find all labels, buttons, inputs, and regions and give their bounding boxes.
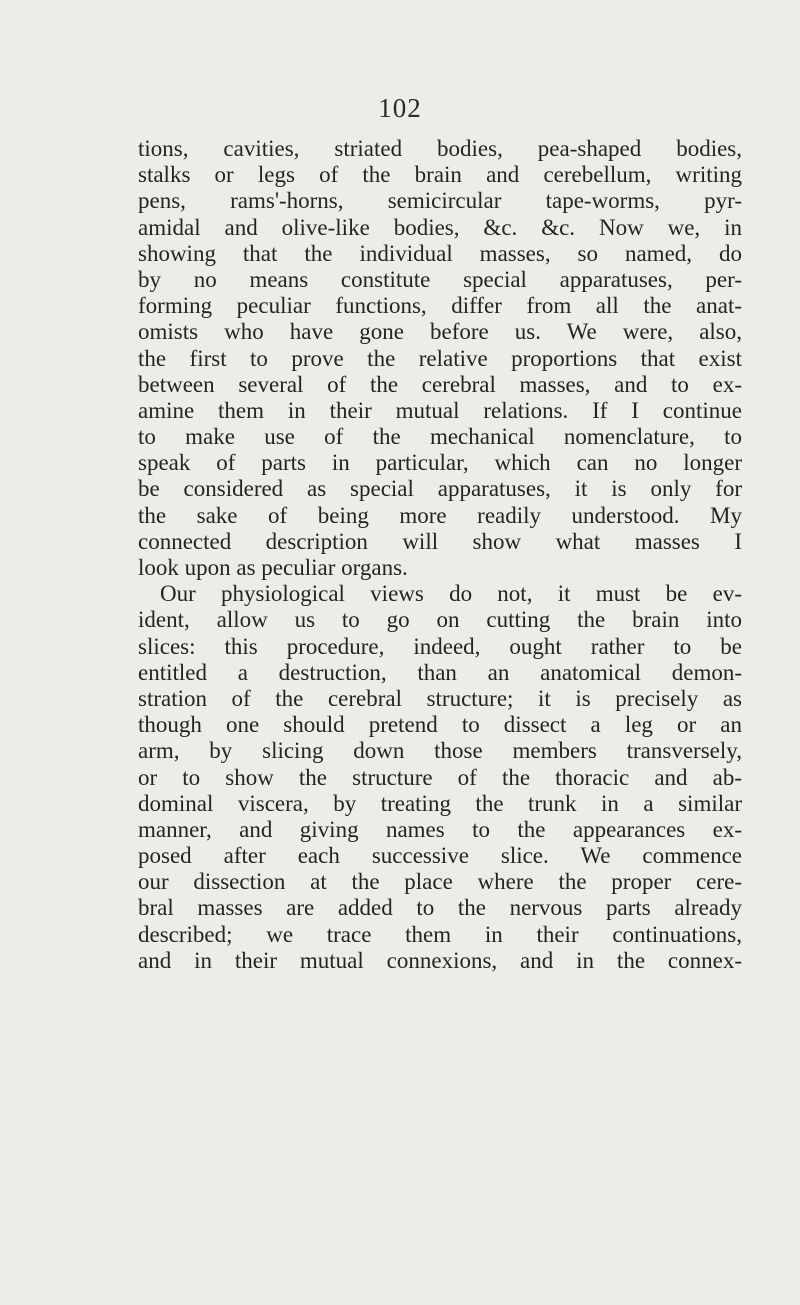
text-line: dominal viscera, by treating the trunk in a similar — [138, 790, 742, 816]
text-line: our dissection at the place where the proper cere- — [138, 869, 742, 895]
text-line: between several of the cerebral masses, and to ex- — [138, 371, 742, 397]
text-line: described; we trace them in their continuations, — [138, 921, 742, 947]
paragraph-end-line: look upon as peculiar organs. — [138, 555, 408, 580]
text-line: slices: this procedure, indeed, ought rather to be — [138, 633, 742, 659]
text-line: be considered as special apparatuses, it is only for — [138, 476, 742, 502]
text-line: stration of the cerebral structure; it is precisely as — [138, 685, 742, 711]
text-line: bral masses are added to the nervous parts already — [138, 895, 742, 921]
text-line: ident, allow us to go on cutting the brain into — [138, 607, 742, 633]
text-line: amine them in their mutual relations. If I continue — [138, 397, 742, 423]
text-line: pens, rams'-horns, semicircular tape-worms, pyr- — [138, 188, 742, 214]
body-text — [138, 136, 742, 974]
text-line: the sake of being more readily understood. My — [138, 502, 742, 528]
text-line: or to show the structure of the thoracic and ab- — [138, 764, 742, 790]
text-line: entitled a destruction, than an anatomical demon- — [138, 659, 742, 685]
text-line: showing that the individual masses, so named, do — [138, 240, 742, 266]
text-line: arm, by slicing down those members transversely, — [138, 738, 742, 764]
text-line: and in their mutual connexions, and in the connex- — [138, 947, 742, 973]
text-line: speak of parts in particular, which can no longer — [138, 450, 742, 476]
text-line: stalks or legs of the brain and cerebellum, writing — [138, 162, 742, 188]
text-line: though one should pretend to dissect a leg or an — [138, 712, 742, 738]
text-line: manner, and giving names to the appearances ex- — [138, 816, 742, 842]
text-line: amidal and olive-like bodies, &c. &c. Now we, in — [138, 214, 742, 240]
text-line: connected description will show what masses I — [138, 528, 742, 554]
text-line: omists who have gone before us. We were, also, — [138, 319, 742, 345]
paragraph-start-line: Our physiological views do not, it must be ev- — [160, 581, 742, 607]
text-line: forming peculiar functions, differ from all the anat- — [138, 293, 742, 319]
text-line: the first to prove the relative proportions that exist — [138, 345, 742, 371]
text-line: posed after each successive slice. We commence — [138, 843, 742, 869]
text-line: by no means constitute special apparatuses, per- — [138, 266, 742, 292]
page-number: 102 — [378, 93, 422, 123]
text-line: tions, cavities, striated bodies, pea-shaped bodies, — [138, 136, 742, 161]
text-line: to make use of the mechanical nomenclature, to — [138, 424, 742, 450]
